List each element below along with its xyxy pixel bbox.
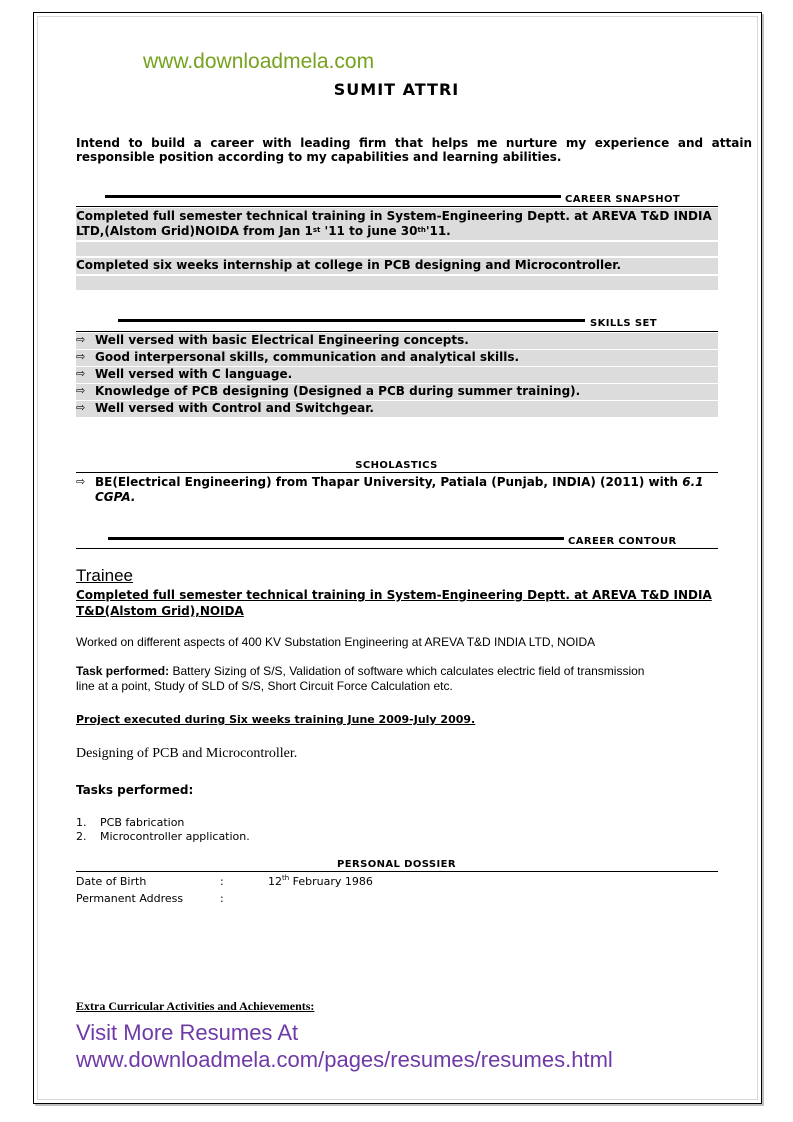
dob-colon: : [220, 875, 224, 888]
section-title-personal-dossier: PERSONAL DOSSIER [337, 859, 456, 870]
contour-heading-line1: Completed full semester technical training in System-Engineering Deptt. at AREVA T&D INDIA [76, 588, 712, 602]
address-label: Permanent Address [76, 892, 184, 905]
project-heading: Project executed during Six weeks training June 2009-July 2009. [76, 713, 476, 726]
objective-text: Intend to build a career with leading firm that helps me nurture my experience and attain responsible position according to my capabilities and learning abilities. [76, 136, 752, 164]
skill-item: ⇨ Well versed with Control and Switchgear. [76, 401, 718, 417]
dob-label: Date of Birth [76, 875, 147, 888]
right-arrow-icon: ⇨ [76, 333, 86, 346]
footer-url[interactable]: www.downloadmela.com/pages/resumes/resumes.html [76, 1047, 613, 1072]
dob-value: 12th February 1986 [268, 874, 373, 888]
skills-underline [76, 331, 718, 332]
scholastics-item [76, 475, 718, 509]
skills-thick-rule [118, 319, 585, 322]
section-title-scholastics: SCHOLASTICS [355, 460, 438, 471]
snapshot-underline [76, 206, 718, 207]
section-title-career-snapshot: CAREER SNAPSHOT [565, 194, 681, 205]
task-list-item: 1. PCB fabrication [76, 816, 185, 829]
task-performed-line2: line at a point, Study of SLD of S/S, Short Circuit Force Calculation etc. [76, 679, 453, 693]
footer-visit-text: Visit More Resumes At [76, 1020, 299, 1045]
snapshot-item-1-line1: Completed full semester technical training in System-Engineering Deptt. at AREVA T&D INDIA [76, 209, 712, 223]
skill-item: ⇨ Well versed with basic Electrical Engineering concepts. [76, 333, 718, 349]
role-title: Trainee [76, 566, 134, 585]
skill-item: ⇨ Knowledge of PCB designing (Designed a PCB during summer training). [76, 384, 718, 400]
snapshot-thick-rule [105, 195, 561, 198]
scholastics-underline [76, 472, 718, 473]
section-title-skills-set: SKILLS SET [590, 318, 657, 329]
contour-underline [76, 548, 718, 549]
page-inner-border [37, 16, 758, 1100]
right-arrow-icon: ⇨ [76, 475, 86, 488]
tasks-performed-label: Tasks performed: [76, 783, 194, 797]
contour-thick-rule [108, 537, 564, 540]
right-arrow-icon: ⇨ [76, 350, 86, 363]
right-arrow-icon: ⇨ [76, 384, 86, 397]
task-list-item: 2. Microcontroller application. [76, 830, 250, 843]
scholastics-line1: BE(Electrical Engineering) from Thapar University, Patiala (Punjab, INDIA) (2011) with 6.1 [95, 475, 704, 489]
candidate-name: SUMIT ATTRI [333, 80, 460, 99]
snapshot-item-1-line2: LTD,(Alstom Grid)NOIDA from Jan 1st '11 to june 30th'11. [76, 224, 451, 238]
dossier-underline [76, 871, 718, 872]
scholastics-line2: CGPA. [95, 490, 136, 504]
snapshot-item-2: Completed six weeks internship at college in PCB designing and Microcontroller. [76, 258, 622, 272]
watermark-top: www.downloadmela.com [143, 50, 375, 73]
extra-curricular-heading: Extra Curricular Activities and Achievements: [76, 999, 315, 1013]
snapshot-row-spacer-1 [76, 242, 718, 256]
skill-item: ⇨ Good interpersonal skills, communication and analytical skills. [76, 350, 718, 366]
worked-on-text: Worked on different aspects of 400 KV Substation Engineering at AREVA T&D INDIA LTD, NOIDA [76, 635, 596, 649]
contour-heading-line2: T&D(Alstom Grid),NOIDA [76, 604, 244, 618]
address-colon: : [220, 892, 224, 905]
right-arrow-icon: ⇨ [76, 401, 86, 414]
snapshot-row-spacer-2 [76, 276, 718, 290]
task-performed-line1: Task performed: Battery Sizing of S/S, Validation of software which calculates electric field of transmission [76, 664, 645, 678]
section-title-career-contour: CAREER CONTOUR [568, 536, 677, 547]
project-description: Designing of PCB and Microcontroller. [76, 746, 298, 761]
skill-item: ⇨ Well versed with C language. [76, 367, 718, 383]
right-arrow-icon: ⇨ [76, 367, 86, 380]
